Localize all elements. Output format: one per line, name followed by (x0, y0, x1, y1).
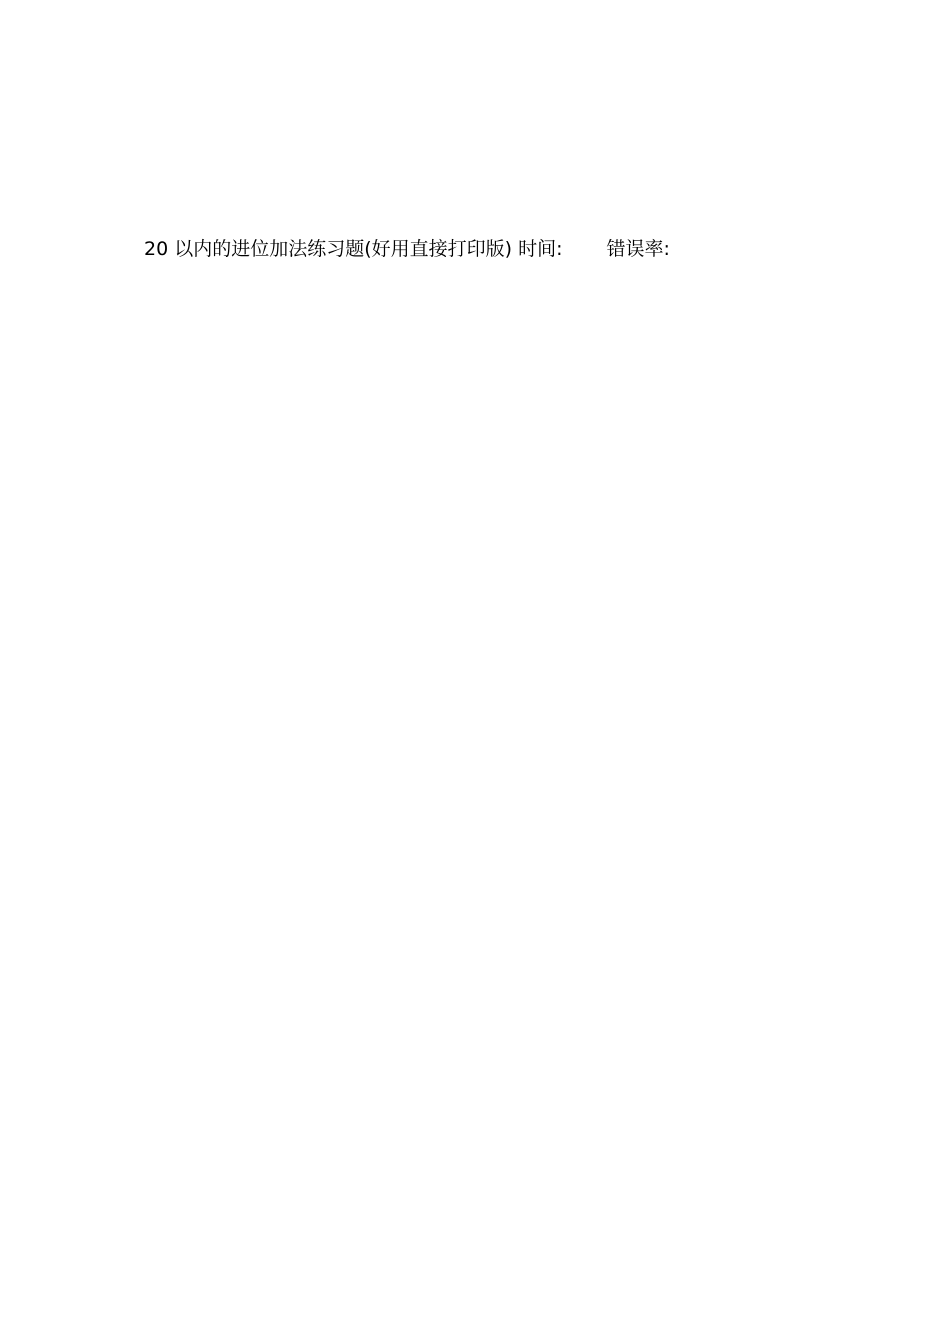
title-text: 20 以内的进位加法练习题(好用直接打印版) (144, 238, 513, 260)
time-label: 时间: (518, 238, 563, 260)
error-rate-label: 错误率: (606, 238, 670, 260)
